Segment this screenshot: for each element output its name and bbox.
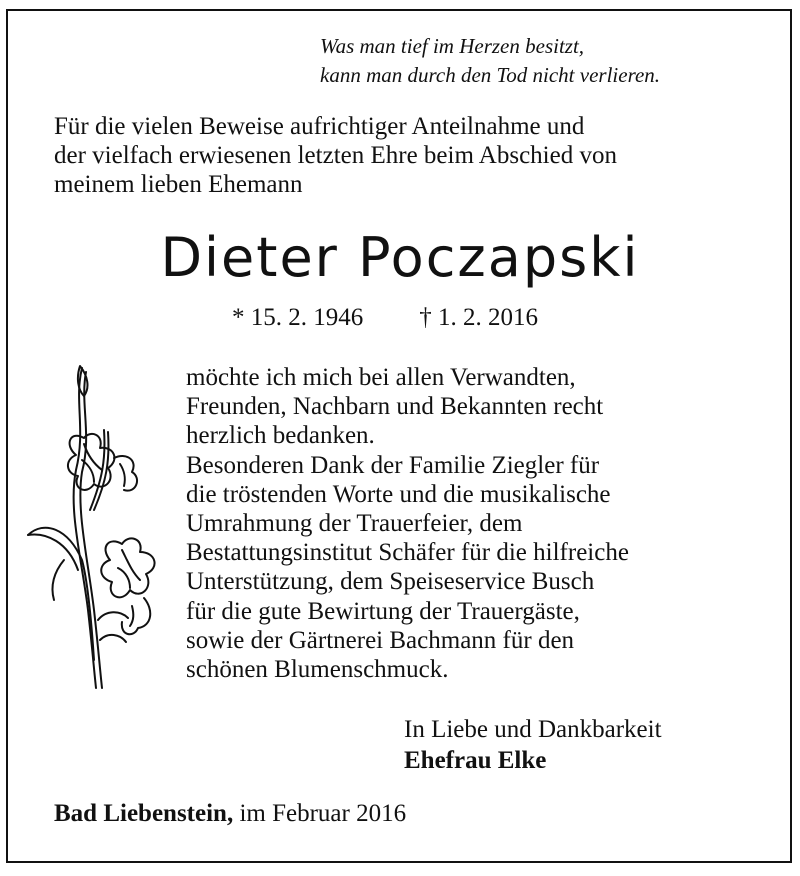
place-date-line xyxy=(54,798,406,829)
place-name: Bad Liebenstein, xyxy=(54,800,234,827)
closing-line: In Liebe und Dankbarkeit xyxy=(404,716,662,743)
deceased-name: Dieter Poczapski xyxy=(160,226,640,289)
thanks-line: schönen Blumenschmuck. xyxy=(186,656,449,684)
publication-date: im Februar 2016 xyxy=(233,800,407,827)
quote-line: kann man durch den Tod nicht verlieren. xyxy=(320,63,661,87)
thanks-line: sowie der Gärtnerei Bachmann für den xyxy=(186,626,575,654)
thanks-line: die tröstenden Worte und die musikalische xyxy=(186,480,611,508)
iris-flower-icon xyxy=(24,360,174,690)
thanks-line: Unterstützung, dem Speiseservice Busch xyxy=(186,568,595,596)
life-dates xyxy=(232,303,538,333)
thanks-line: Bestattungsinstitut Schäfer für die hilfreiche xyxy=(186,539,629,567)
intro-line: der vielfach erwiesenen letzten Ehre beim Abschied von xyxy=(54,142,617,169)
signer-name: Ehefrau Elke xyxy=(404,747,547,774)
thanks-line: Freunden, Nachbarn und Bekannten recht xyxy=(186,393,604,421)
thanks-line: Umrahmung der Trauerfeier, dem xyxy=(186,510,523,538)
death-date: † 1. 2. 2016 xyxy=(419,304,538,331)
intro-line: meinem lieben Ehemann xyxy=(54,171,303,198)
memorial-quote xyxy=(320,32,660,90)
signature-block xyxy=(404,714,662,776)
thanks-line: möchte ich mich bei allen Verwandten, xyxy=(186,364,576,391)
intro-text xyxy=(54,112,617,199)
thanks-line: herzlich bedanken. xyxy=(186,422,375,450)
thanks-line: für die gute Bewirtung der Trauergäste, xyxy=(186,597,580,625)
intro-line: Für die vielen Beweise aufrichtiger Anteilnahme und xyxy=(54,113,585,140)
quote-line: Was man tief im Herzen besitzt, xyxy=(320,34,585,58)
birth-date: * 15. 2. 1946 xyxy=(232,304,364,331)
thanks-line: Besonderen Dank der Familie Ziegler für xyxy=(186,451,600,479)
thanks-text xyxy=(186,363,629,684)
